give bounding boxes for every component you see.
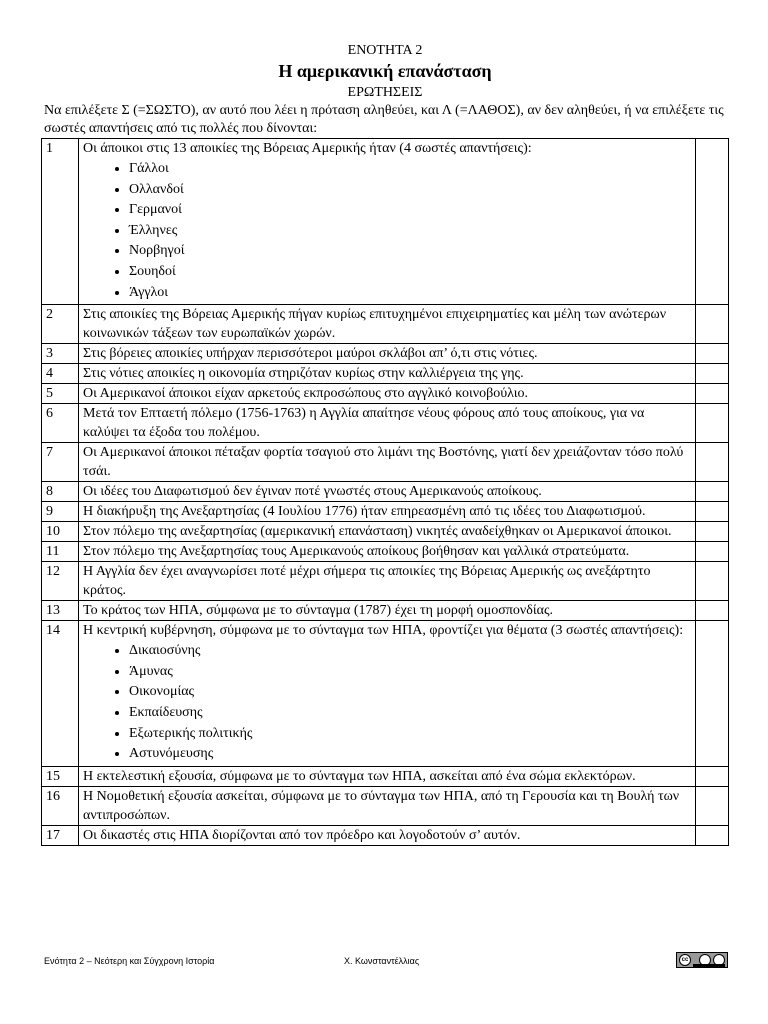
answer-option: • Αστυνόμευσης	[129, 744, 689, 765]
answer-box[interactable]	[696, 601, 729, 621]
question-cell	[79, 364, 696, 384]
answer-box[interactable]	[696, 542, 729, 562]
cc-logo-icon: cc	[679, 954, 691, 966]
question-number: 13	[42, 601, 79, 621]
table-row	[42, 139, 729, 305]
answer-box[interactable]	[696, 786, 729, 825]
table-row	[42, 404, 729, 443]
question-number: 17	[42, 825, 79, 845]
answer-box[interactable]	[696, 621, 729, 767]
question-number: 14	[42, 621, 79, 767]
question-number: 10	[42, 522, 79, 542]
answer-options	[83, 159, 689, 303]
unit-label: ΕΝΟΤΗΤΑ 2	[347, 43, 423, 58]
question-text: Οι Αμερικανοί άποικοι πέταξαν φορτία τσαγιού στο λιμάνι της Βοστόνης, γιατί δεν χρειάζονταν τόσο πολύ τσάι.	[83, 445, 684, 480]
question-text: Η Αγγλία δεν έχει αναγνωρίσει ποτέ μέχρι σήμερα τις αποικίες της Βόρειας Αμερικής ως ανεξάρτητο κράτος.	[83, 564, 651, 599]
answer-option: • Έλληνες	[129, 221, 689, 242]
question-text: Στις βόρειες αποικίες υπήρχαν περισσότεροι μαύροι σκλάβοι απ’ ό,τι στις νότιες.	[83, 346, 538, 362]
table-row	[42, 364, 729, 384]
table-row	[42, 502, 729, 522]
question-text: Στον πόλεμο της Ανεξαρτησίας τους Αμερικανούς αποίκους βοήθησαν και γαλλικά στρατεύματα.	[83, 544, 630, 560]
page-title: Η αμερικανική επανάσταση	[278, 61, 492, 81]
answer-options	[83, 641, 689, 765]
table-row	[42, 344, 729, 364]
question-number: 1	[42, 139, 79, 305]
answer-box[interactable]	[696, 344, 729, 364]
question-text: Η εκτελεστική εξουσία, σύμφωνα με το σύνταγμα των ΗΠΑ, ασκείται από ένα σώμα εκλεκτόρων.	[83, 768, 636, 784]
answer-box[interactable]	[696, 305, 729, 344]
question-number: 3	[42, 344, 79, 364]
table-row	[42, 786, 729, 825]
question-cell	[79, 825, 696, 845]
answer-option: • Άγγλοι	[129, 283, 689, 304]
question-number: 11	[42, 542, 79, 562]
question-number: 12	[42, 562, 79, 601]
question-number: 15	[42, 766, 79, 786]
question-text: Οι Αμερικανοί άποικοι είχαν αρκετούς εκπροσώπους στο αγγλικό κοινοβούλιο.	[83, 386, 529, 402]
table-row	[42, 601, 729, 621]
question-number: 8	[42, 482, 79, 502]
question-cell	[79, 621, 696, 767]
question-text: Το κράτος των ΗΠΑ, σύμφωνα με το σύνταγμα (1787) έχει τη μορφή ομοσπονδίας.	[83, 603, 553, 619]
question-number: 16	[42, 786, 79, 825]
question-text: Στις αποικίες της Βόρειας Αμερικής πήγαν κυρίως επιτυχημένοι επιχειρηματίες και μέλη των ανώτερων κοινωνικών τάξεων των ευρωπαϊκών χωρών.	[83, 307, 667, 342]
question-text: Η κεντρική κυβέρνηση, σύμφωνα με το σύνταγμα των ΗΠΑ, φροντίζει για θέματα (3 σωστές απαντήσεις):	[83, 623, 684, 639]
question-cell	[79, 502, 696, 522]
worksheet-page	[40, 40, 730, 846]
table-row	[42, 305, 729, 344]
answer-option: • Σουηδοί	[129, 262, 689, 283]
questions-table	[41, 138, 729, 846]
answer-box[interactable]	[696, 364, 729, 384]
answer-option: • Εξωτερικής πολιτικής	[129, 724, 689, 745]
table-row	[42, 443, 729, 482]
answer-box[interactable]	[696, 384, 729, 404]
answer-box[interactable]	[696, 502, 729, 522]
question-text: Μετά τον Επταετή πόλεμο (1756-1763) η Αγγλία απαίτησε νέους φόρους από τους αποίκους, για να καλύψει τα έξοδα του πολέμου.	[83, 406, 645, 441]
answer-option: • Άμυνας	[129, 662, 689, 683]
table-row	[42, 825, 729, 845]
question-number: 5	[42, 384, 79, 404]
table-row	[42, 562, 729, 601]
table-row	[42, 522, 729, 542]
question-number: 9	[42, 502, 79, 522]
table-row	[42, 384, 729, 404]
answer-box[interactable]	[696, 443, 729, 482]
answer-option: • Γερμανοί	[129, 200, 689, 221]
question-cell	[79, 601, 696, 621]
question-cell	[79, 786, 696, 825]
answer-box[interactable]	[696, 139, 729, 305]
question-text: Η Νομοθετική εξουσία ασκείται, σύμφωνα με το σύνταγμα των ΗΠΑ, από τη Γερουσία και τη Βουλή των αντιπροσώπων.	[83, 788, 680, 823]
instructions-text: Να επιλέξετε Σ (=ΣΩΣΤΟ), αν αυτό που λέει η πρόταση αληθεύει, και Λ (=ΛΑΘΟΣ), αν δεν αληθεύει, ή να επιλέξετε τις σωστές απαντήσεις από τις πολλές που δίνονται:	[44, 103, 724, 136]
question-text: Στον πόλεμο της ανεξαρτησίας (αμερικανική επανάσταση) νικητές αναδείχθηκαν οι Αμερικανοί άποικοι.	[83, 524, 672, 540]
answer-option: • Γάλλοι	[129, 159, 689, 180]
footer-course: Ενότητα 2 – Νεότερη και Σύγχρονη Ιστορία	[44, 956, 215, 966]
table-row	[42, 766, 729, 786]
question-text: Οι ιδέες του Διαφωτισμού δεν έγιναν ποτέ γνωστές στους Αμερικανούς αποίκους.	[83, 484, 542, 500]
table-row	[42, 621, 729, 767]
question-text: Στις νότιες αποικίες η οικονομία στηριζόταν κυρίως στην καλλιέργεια της γης.	[83, 366, 524, 382]
answer-box[interactable]	[696, 562, 729, 601]
question-cell	[79, 344, 696, 364]
table-row	[42, 482, 729, 502]
question-number: 6	[42, 404, 79, 443]
question-number: 4	[42, 364, 79, 384]
question-cell	[79, 443, 696, 482]
question-cell	[79, 542, 696, 562]
answer-option: • Οικονομίας	[129, 682, 689, 703]
question-cell	[79, 305, 696, 344]
answer-option: • Δικαιοσύνης	[129, 641, 689, 662]
question-cell	[79, 522, 696, 542]
question-cell	[79, 562, 696, 601]
question-cell	[79, 404, 696, 443]
question-text: Οι άποικοι στις 13 αποικίες της Βόρειας Αμερικής ήταν (4 σωστές απαντήσεις):	[83, 141, 532, 156]
question-cell	[79, 384, 696, 404]
answer-box[interactable]	[696, 482, 729, 502]
question-cell	[79, 482, 696, 502]
answer-box[interactable]	[696, 404, 729, 443]
question-text: Οι δικαστές στις ΗΠΑ διορίζονται από τον πρόεδρο και λογοδοτούν σ’ αυτόν.	[83, 827, 521, 843]
answer-box[interactable]	[696, 825, 729, 845]
page-footer	[44, 952, 728, 972]
answer-option: • Νορβηγοί	[129, 241, 689, 262]
question-cell	[79, 139, 696, 305]
answer-box[interactable]	[696, 522, 729, 542]
answer-option: • Ολλανδοί	[129, 180, 689, 201]
question-cell	[79, 766, 696, 786]
creative-commons-icon	[676, 952, 728, 968]
answer-option: • Εκπαίδευσης	[129, 703, 689, 724]
answer-box[interactable]	[696, 766, 729, 786]
question-number: 7	[42, 443, 79, 482]
question-text: Η διακήρυξη της Ανεξαρτησίας (4 Ιουλίου 1776) ήταν επηρεασμένη από τις ιδέες του Διαφωτισμού.	[83, 504, 646, 520]
table-row	[42, 542, 729, 562]
questions-heading: ΕΡΩΤΗΣΕΙΣ	[347, 85, 423, 100]
footer-author: Χ. Κωνσταντέλλιας	[344, 956, 420, 966]
question-number: 2	[42, 305, 79, 344]
